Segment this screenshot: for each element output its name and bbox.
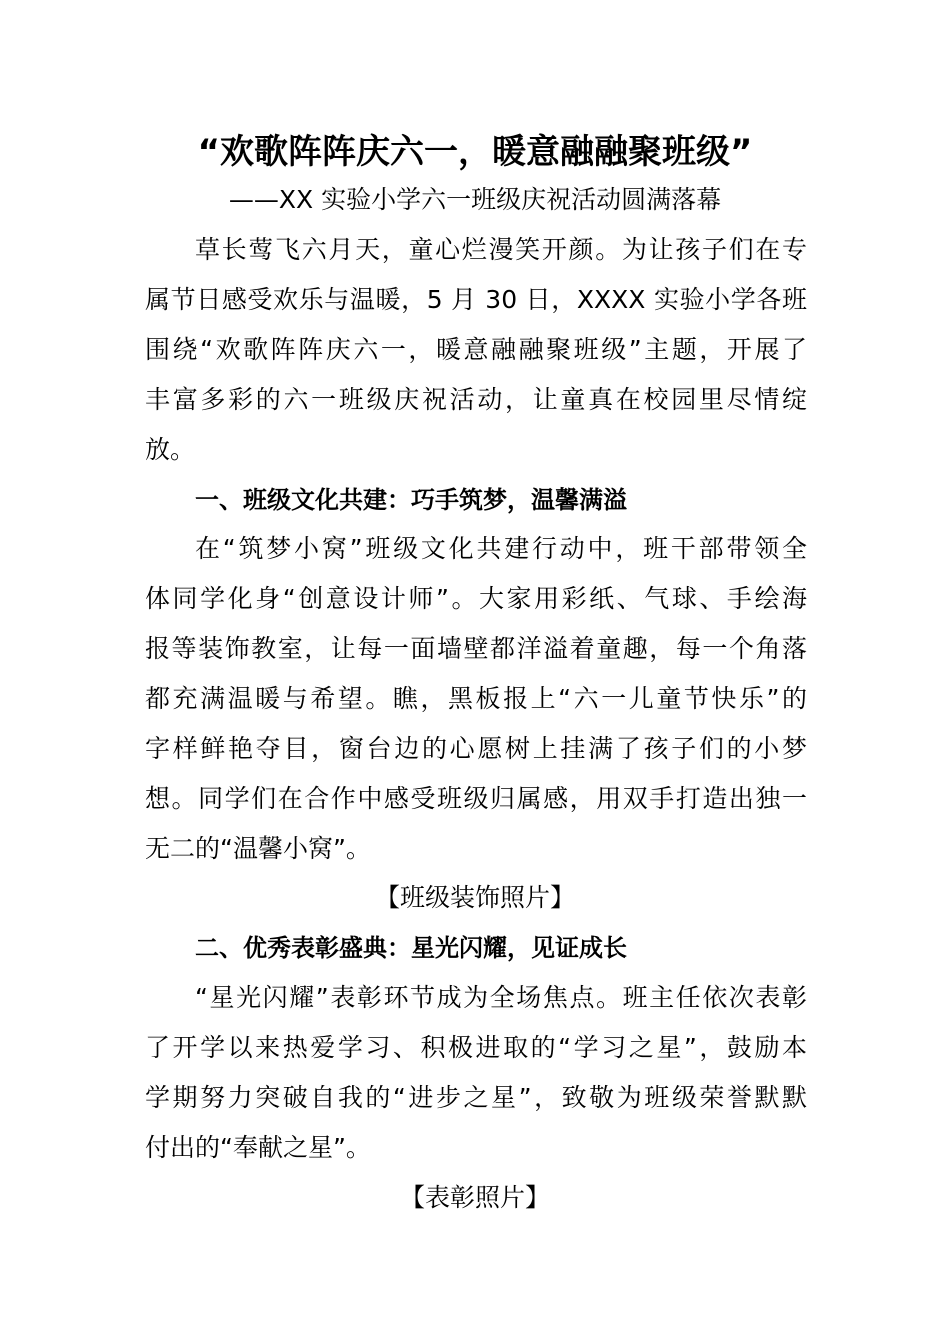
section-1-line: 都充满温暖与希望。瞧，黑板报上“六一儿童节快乐”的 — [145, 684, 807, 713]
section-2-line: 学期努力突破自我的“进步之星”，致敬为班级荣誉默默 — [145, 1083, 807, 1112]
section-1-line: 想。同学们在合作中感受班级归属感，用双手打造出独一 — [145, 784, 807, 813]
section-2-photo-caption: 【表彰照片】 — [399, 1183, 550, 1212]
section-2-line: 付出的“奉献之星”。 — [145, 1133, 371, 1162]
section-1-line: 字样鲜艳夺目，窗台边的心愿树上挂满了孩子们的小梦 — [145, 734, 807, 763]
section-1-line: 报等装饰教室，让每一面墙壁都洋溢着童趣，每一个角落 — [145, 634, 807, 663]
document-title: “欢歌阵阵庆六一，暖意融融聚班级” — [197, 132, 753, 172]
section-1-heading: 一、班级文化共建：巧手筑梦，温馨满溢 — [195, 486, 627, 514]
section-1-photo-caption: 【班级装饰照片】 — [374, 883, 575, 912]
section-2-heading: 二、优秀表彰盛典：星光闪耀，见证成长 — [195, 934, 627, 962]
document-subtitle: ——XX 实验小学六一班级庆祝活动圆满落幕 — [228, 185, 722, 214]
section-1-line: 无二的“温馨小窝”。 — [145, 834, 371, 863]
intro-line: 围绕“欢歌阵阵庆六一，暖意融融聚班级”主题，开展了 — [145, 335, 807, 364]
section-1-line: 体同学化身“创意设计师”。大家用彩纸、气球、手绘海 — [145, 584, 807, 613]
intro-line: 丰富多彩的六一班级庆祝活动，让童真在校园里尽情绽 — [145, 385, 807, 414]
section-1-line: 在“筑梦小窝”班级文化共建行动中，班干部带领全 — [195, 534, 807, 563]
section-2-line: “星光闪耀”表彰环节成为全场焦点。班主任依次表彰 — [195, 983, 807, 1012]
intro-line: 放。 — [145, 435, 196, 464]
intro-line: 属节日感受欢乐与温暖，5 月 30 日，XXXX 实验小学各班 — [145, 285, 807, 314]
section-2-line: 了开学以来热爱学习、积极进取的“学习之星”，鼓励本 — [145, 1033, 807, 1062]
intro-line: 草长莺飞六月天，童心烂漫笑开颜。为让孩子们在专 — [195, 235, 807, 264]
